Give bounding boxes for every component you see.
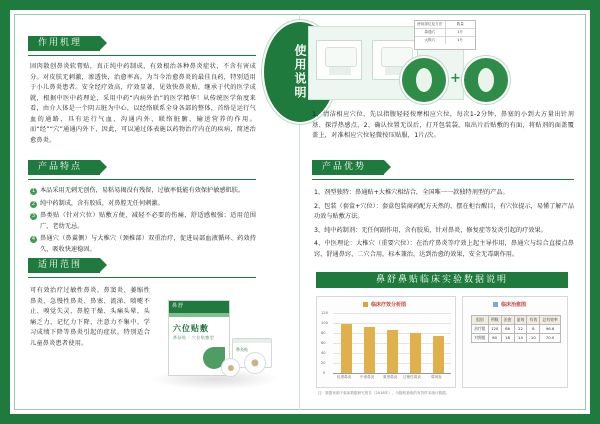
bullet-icon: 1 bbox=[31, 188, 36, 194]
chart-legend-swatch bbox=[493, 302, 498, 307]
x-tick: 轻度鼻炎 bbox=[337, 375, 352, 379]
usage-figure-left bbox=[316, 40, 362, 80]
product-box-subtitle: 鼻舒贴 · 穴位贴敷型 bbox=[173, 335, 215, 340]
section-underline-mechanism bbox=[28, 55, 256, 56]
clinical-efficacy-chart bbox=[316, 296, 456, 388]
table-cell: 14 bbox=[514, 334, 527, 343]
table-header-cell: 有效 bbox=[527, 316, 540, 325]
table-cell: 对照组 bbox=[472, 334, 489, 343]
neck-silhouette bbox=[478, 68, 494, 92]
product-patch-2 bbox=[221, 358, 240, 377]
features-list bbox=[30, 186, 256, 257]
section-underline-features bbox=[28, 179, 256, 180]
clinical-cure-chart bbox=[462, 296, 568, 388]
section-title-mechanism: 作用机理 bbox=[28, 36, 100, 51]
list-item bbox=[30, 211, 256, 232]
table-header-row bbox=[472, 316, 561, 325]
proof-heading-text: 鼻舒鼻贴临床实验数据说明 bbox=[375, 275, 508, 285]
clinical-data-table bbox=[471, 315, 561, 343]
y-tick: 80 bbox=[321, 331, 326, 335]
table-cell: 96.6 bbox=[540, 325, 561, 334]
gridline bbox=[333, 313, 451, 314]
y-tick: 20 bbox=[321, 361, 326, 365]
bullet-icon: 3 bbox=[31, 213, 36, 219]
bar bbox=[341, 324, 352, 373]
advantage-item: 1、剂型独特：鼻通贴+大椎穴相结合，全国唯一一款独特剂型的产品。 bbox=[314, 189, 509, 196]
x-tick: 鼻窦炎 bbox=[431, 375, 442, 379]
table-row bbox=[472, 325, 561, 334]
bullet-icon: 2 bbox=[31, 200, 36, 207]
table-cell: 1片 bbox=[457, 38, 464, 42]
proof-heading-bar bbox=[316, 272, 568, 288]
frame-bottom-band bbox=[0, 414, 600, 424]
table-header-row bbox=[415, 21, 475, 29]
bullet-icon: 4 bbox=[31, 236, 36, 242]
chart-legend-swatch bbox=[363, 302, 368, 307]
y-tick: 60 bbox=[321, 341, 326, 345]
chart-caption: 注：数据来源于临床数据研究报告（2016年），为随机抽取的有效样本统计数据。 bbox=[318, 391, 450, 395]
table-cell: 22 bbox=[514, 325, 527, 334]
advantages-list bbox=[314, 188, 574, 263]
table-cell: 70.0 bbox=[540, 334, 561, 343]
y-tick: 120 bbox=[321, 311, 328, 315]
scope-paragraph: 可有效治疗过敏性鼻炎、鼻窦炎、萎缩性鼻炎、急慢性鼻炎、鼻塞、流涕、喷嚏不止、嗅觉失灵、鼻腔干燥、头痛头晕、头痛乏力、记忆力下降、注意力不集中、学习成绩下降等鼻炎引起的症状。特别适合儿童鼻炎患者使用。 bbox=[30, 287, 150, 347]
table-header-cell: 组别 bbox=[472, 316, 489, 325]
sachet-seal bbox=[233, 339, 271, 343]
feature-text: 纯中药制成，含有胶质，对鼻腔无任何刺激。 bbox=[40, 199, 164, 207]
table-header-cell: 数量 bbox=[456, 22, 464, 26]
y-tick: 0 bbox=[323, 371, 326, 375]
figure-head-outline bbox=[325, 47, 357, 67]
table-header-cell: 总有效率 bbox=[540, 316, 561, 325]
list-item bbox=[30, 186, 256, 197]
section-title-advantages: 产品优势 bbox=[312, 160, 384, 175]
x-tick: 重度鼻炎 bbox=[383, 375, 398, 379]
advantage-item: 4、中医理论：大椎穴（重要穴位）：在治疗鼻炎等疗效上起主导作用，鼻通穴与综合直接点鼻窍，舒通鼻窍，二穴合用，标本兼治，达到治愈的效果，安全无毒副作用。 bbox=[314, 240, 574, 258]
bar bbox=[410, 333, 421, 373]
figure-body-outline bbox=[329, 67, 351, 75]
advantage-item: 2、包装（套盒+穴位）：套盒包装商药配方天然的，摆在柜台醒目，有穴位提示，易懂了解产品功效与贴敷方法。 bbox=[314, 202, 574, 220]
product-box-secondary-band bbox=[169, 313, 229, 317]
table-cell: 86 bbox=[501, 325, 514, 334]
table-cell: 8 bbox=[527, 325, 540, 334]
table-header-cell: 显效 bbox=[514, 316, 527, 325]
chart-title: 临床治愈图 bbox=[501, 302, 527, 308]
table-header-cell: 例数 bbox=[488, 316, 501, 325]
head-diagram-circle bbox=[400, 56, 448, 104]
product-brand-label: 鼻舒 bbox=[172, 303, 185, 309]
product-box-name: 六位贴敷 bbox=[173, 324, 209, 333]
table-cell: 1片 bbox=[457, 30, 464, 34]
usage-instruction-title: 使用说明 bbox=[293, 44, 307, 100]
section-underline-scope bbox=[28, 277, 256, 278]
table-header-cell: 使用部位及方法 bbox=[415, 21, 446, 28]
neck-diagram-circle bbox=[462, 56, 510, 104]
section-underline-advantages bbox=[312, 179, 574, 180]
bar bbox=[364, 327, 375, 373]
table-cell: 10 bbox=[527, 334, 540, 343]
bar bbox=[387, 330, 398, 373]
frame-right-band bbox=[590, 0, 600, 424]
feature-text: 鼻类贴（针对穴位）贴敷方便，减轻不必要的伤痛，舒适感极强；适用范围广，老幼无忌。 bbox=[40, 212, 256, 230]
table-cell: 60 bbox=[488, 334, 501, 343]
x-tick: 过敏性鼻炎 bbox=[403, 375, 421, 379]
y-tick: 100 bbox=[321, 321, 328, 325]
head-silhouette bbox=[416, 68, 432, 92]
y-tick: 40 bbox=[321, 351, 326, 355]
table-cell: 鼻通穴 bbox=[415, 29, 446, 36]
table-header-cell: 治愈 bbox=[501, 316, 514, 325]
table-cell: 治疗组 bbox=[472, 325, 489, 334]
table-cell: 大椎穴 bbox=[415, 37, 446, 44]
advantage-item: 3、纯中药制剂：无任何副作用，含有胶质，针对鼻炎，修复症等发炎引起的疗效果。 bbox=[314, 226, 547, 234]
chart-title: 临床疗效分析图 bbox=[371, 302, 407, 308]
table-cell: 18 bbox=[501, 334, 514, 343]
sachet-label: 鼻炎贴 bbox=[236, 347, 248, 352]
table-row bbox=[415, 37, 475, 44]
usage-note-paragraph: 1、清洁相应穴位，先以指腹轻轻按摩相应穴位，每次1-2分钟，鼻塞的小到大方量出针剂基、探浮热感点，2、确认位置无误后，打开包装袋，取出片后贴敷的有面，将贴剂的面盖覆盖上，对准相应穴位轻微按压贴服，1片/次。 bbox=[312, 111, 574, 139]
section-title-features: 产品特点 bbox=[28, 160, 100, 175]
table-cell: 120 bbox=[488, 325, 501, 334]
plus-icon: + bbox=[450, 71, 461, 86]
table-row bbox=[415, 29, 475, 37]
section-title-scope: 适用范围 bbox=[28, 258, 100, 273]
frame-left-band bbox=[0, 0, 10, 424]
usage-mini-table bbox=[414, 20, 476, 50]
mechanism-paragraph: 固肉散创鼻炎软膏贴，真正纯中药制成，有效根治各种鼻炎症状，不含有害成分。对皮肤无刺激，渗透快，治愈率高。为当今治愈鼻炎的最佳良药，特别适用于小儿鼻炎患者。安全经疗效高，疗效显著，见效快鼻炎贴，继承于代的医学成就，根据中医中药理论，采用中药“内病外治”的医学精华！从传统医学角度来看，由介人体是一个阴五脏为中心，以经络联系全身各部的整体，首络是运行气血的通路，具有运行气血、沟通内外、联络脏腑、输送营养的作用。而“经”“穴”通通内外下，因此，可以通过体表施以药物治疗内在的疾病，简述治愈鼻炎。 bbox=[30, 63, 256, 144]
list-item bbox=[30, 199, 256, 210]
product-patch-1 bbox=[244, 352, 266, 374]
axis-line bbox=[333, 373, 451, 374]
feature-text: 本品采用无刺无创伤，易粘易揭没有残留，过敏率低能有效保护敏感肌肤。 bbox=[40, 187, 245, 194]
list-item bbox=[30, 234, 256, 255]
table-row bbox=[472, 334, 561, 343]
feature-text: 鼻通穴（鼻翼侧）与大椎穴（颈椎部）双重治疗，促进局部血液循环、药效持久，吸收快速稳固。 bbox=[40, 235, 256, 253]
frame-top-band bbox=[0, 0, 600, 10]
bar bbox=[433, 336, 444, 373]
x-tick: 中度鼻炎 bbox=[360, 375, 375, 379]
